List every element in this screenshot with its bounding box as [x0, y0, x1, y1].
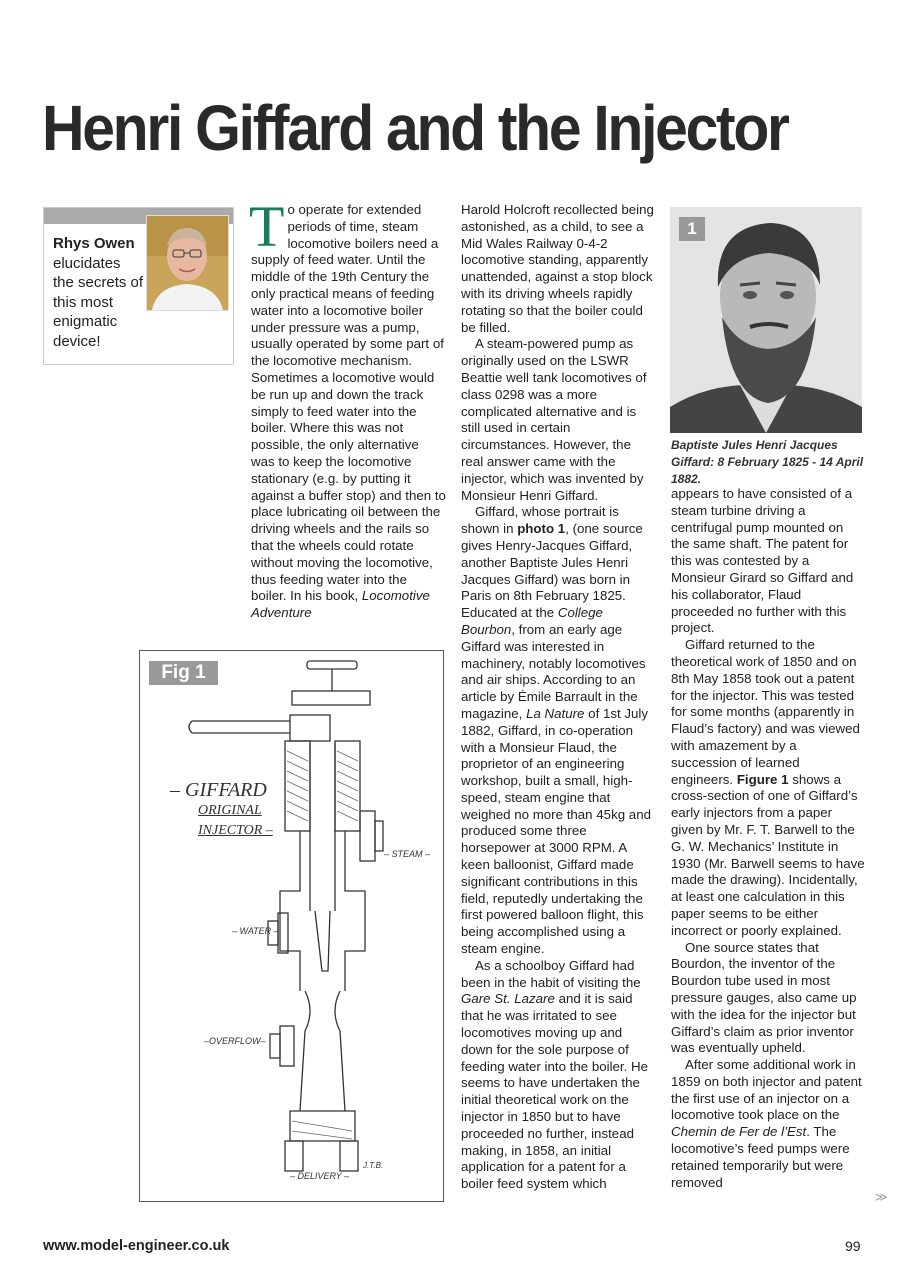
article-column-1	[249, 194, 446, 622]
author-photo	[146, 215, 229, 311]
drawing-initials: J.T.B.	[363, 1161, 384, 1170]
author-text	[53, 234, 145, 352]
paragraph: One source states that Bourdon, the inventor of the Bourdon tube used in most pressure gauges, also came up with the idea for the injector but Giffard’s claim as prior inventor was eventually upheld.	[671, 939, 857, 1056]
article-column-3	[671, 486, 865, 1191]
article-title: Henri Giffard and the Injector	[42, 92, 788, 164]
figure-label: Fig 1	[149, 661, 218, 685]
paragraph: A steam-powered pump as originally used on the LSWR Beattie well tank locomotives of class 0298 was a more complicated alternative and is still used in certain circumstances. However, the real answer came with the injector, which was invented by Monsieur Henri Giffard.	[461, 336, 647, 503]
water-label: – WATER –	[232, 926, 279, 936]
overflow-label: –OVERFLOW–	[204, 1036, 266, 1046]
photo-number-badge: 1	[679, 217, 705, 241]
author-name: Rhys Owen	[53, 235, 135, 252]
injector-drawing	[140, 651, 443, 1201]
drop-cap: T	[249, 194, 285, 259]
steam-label: – STEAM –	[384, 849, 431, 859]
paragraph: Giffard, whose portrait is shown in photo 1, (one source gives Henry-Jacques Giffard, another Baptiste Jules Henri Jacques Giffard) was born in Paris on 8th February 1825. Educated at the College Bourbon, from an early age Giffard was interested in machinery, notably locomotives and air ships. According to an article by Émile Barrault in the magazine, La Nature of 1st July 1882, Giffard, in co-operation with a Monsieur Flaud, the proprietor of an engineering workshop, built a small, high-speed, steam engine that weighed no more than 45kg and produced some three horsepower at 3000 RPM. A keen balloonist, Giffard made significant contributions in this field, reputedly undertaking the first powered balloon flight, this being accomplished using a steam engine.	[461, 504, 651, 957]
author-box	[43, 207, 234, 365]
delivery-label: – DELIVERY –	[290, 1171, 350, 1181]
portrait-photo	[670, 207, 862, 433]
page-number: 99	[845, 1238, 861, 1254]
paragraph: As a schoolboy Giffard had been in the habit of visiting the Gare St. Lazare and it is said that he was irritated to see locomotives moving up and down for the sole purpose of feeding water into the boiler. He seems to have undertaken the initial theoretical work on the injector in 1850 but to have proceeded no further, instead making, in 1858, an initial application for a patent for a boiler feed system which	[461, 957, 649, 1192]
paragraph: Giffard returned to the theoretical work of 1850 and on 8th May 1858 took out a patent for the injector. This was tested for some months (apparently in Flaud’s factory) and was viewed with amazement by a succession of learned engineers. Figure 1 shows a cross-section of one of Giffard’s early injectors from a paper given by Mr. F. T. Barwell to the G. W. Mechanics’ Institute in 1930 (Mr. Barwell seems to have made the drawing). Incidentally, at least one calculation in this paper seems to be either incorrect or poorly explained.	[671, 637, 865, 938]
continue-arrows: ≫	[875, 1190, 888, 1204]
author-blurb: elucidates the secrets of this most enigmatic device!	[53, 254, 144, 350]
paragraph: After some additional work in 1859 on both injector and patent the first use of an injector on a locomotive took place on the Chemin de Fer de l’Est. The locomotive’s feed pumps were retained temporarily but were removed	[671, 1057, 862, 1190]
article-column-2	[461, 202, 655, 1193]
paragraph: Harold Holcroft recollected being astonished, as a child, to see a Mid Wales Railway 0-4-2 locomotive standing, apparently unattended, against a stop block with its driving wheels rapidly rotating so that the boiler could be filled.	[461, 202, 654, 335]
handwritten-subtitle: INJECTOR –	[198, 823, 273, 838]
injector-figure	[139, 650, 444, 1202]
paragraph: appears to have consisted of a steam turbine driving a centrifugal pump mounted on the same shaft. The patent for this was contested by a Monsieur Girard so Giffard and his collaborator, Flaud proceeded no further with this project.	[671, 486, 854, 636]
footer-url[interactable]: www.model-engineer.co.uk	[43, 1238, 230, 1254]
handwritten-subtitle: ORIGINAL	[198, 803, 262, 818]
photo-caption: Baptiste Jules Henri Jacques Giffard: 8 February 1825 - 14 April 1882.	[671, 438, 864, 486]
paragraph: To operate for extended periods of time, steam locomotive boilers need a supply of feed water. Until the middle of the 19th Century the only practical means of feeding water into a locomotive boiler under pressure was a pump, usually operated by some part of the locomotive mechanism. Sometimes a locomotive would be run up and down the track simply to feed water into the boiler. Where this was not possible, the only alternative was to keep the locomotive stationary (e.g. by putting it against a buffer stop) and then to place lubricating oil between the driving wheels and the rails so that the wheels could rotate without moving the locomotive, thus feeding water into the boiler. In his book, Locomotive Adventure	[249, 194, 446, 621]
handwritten-title: – GIFFARD	[170, 779, 267, 801]
